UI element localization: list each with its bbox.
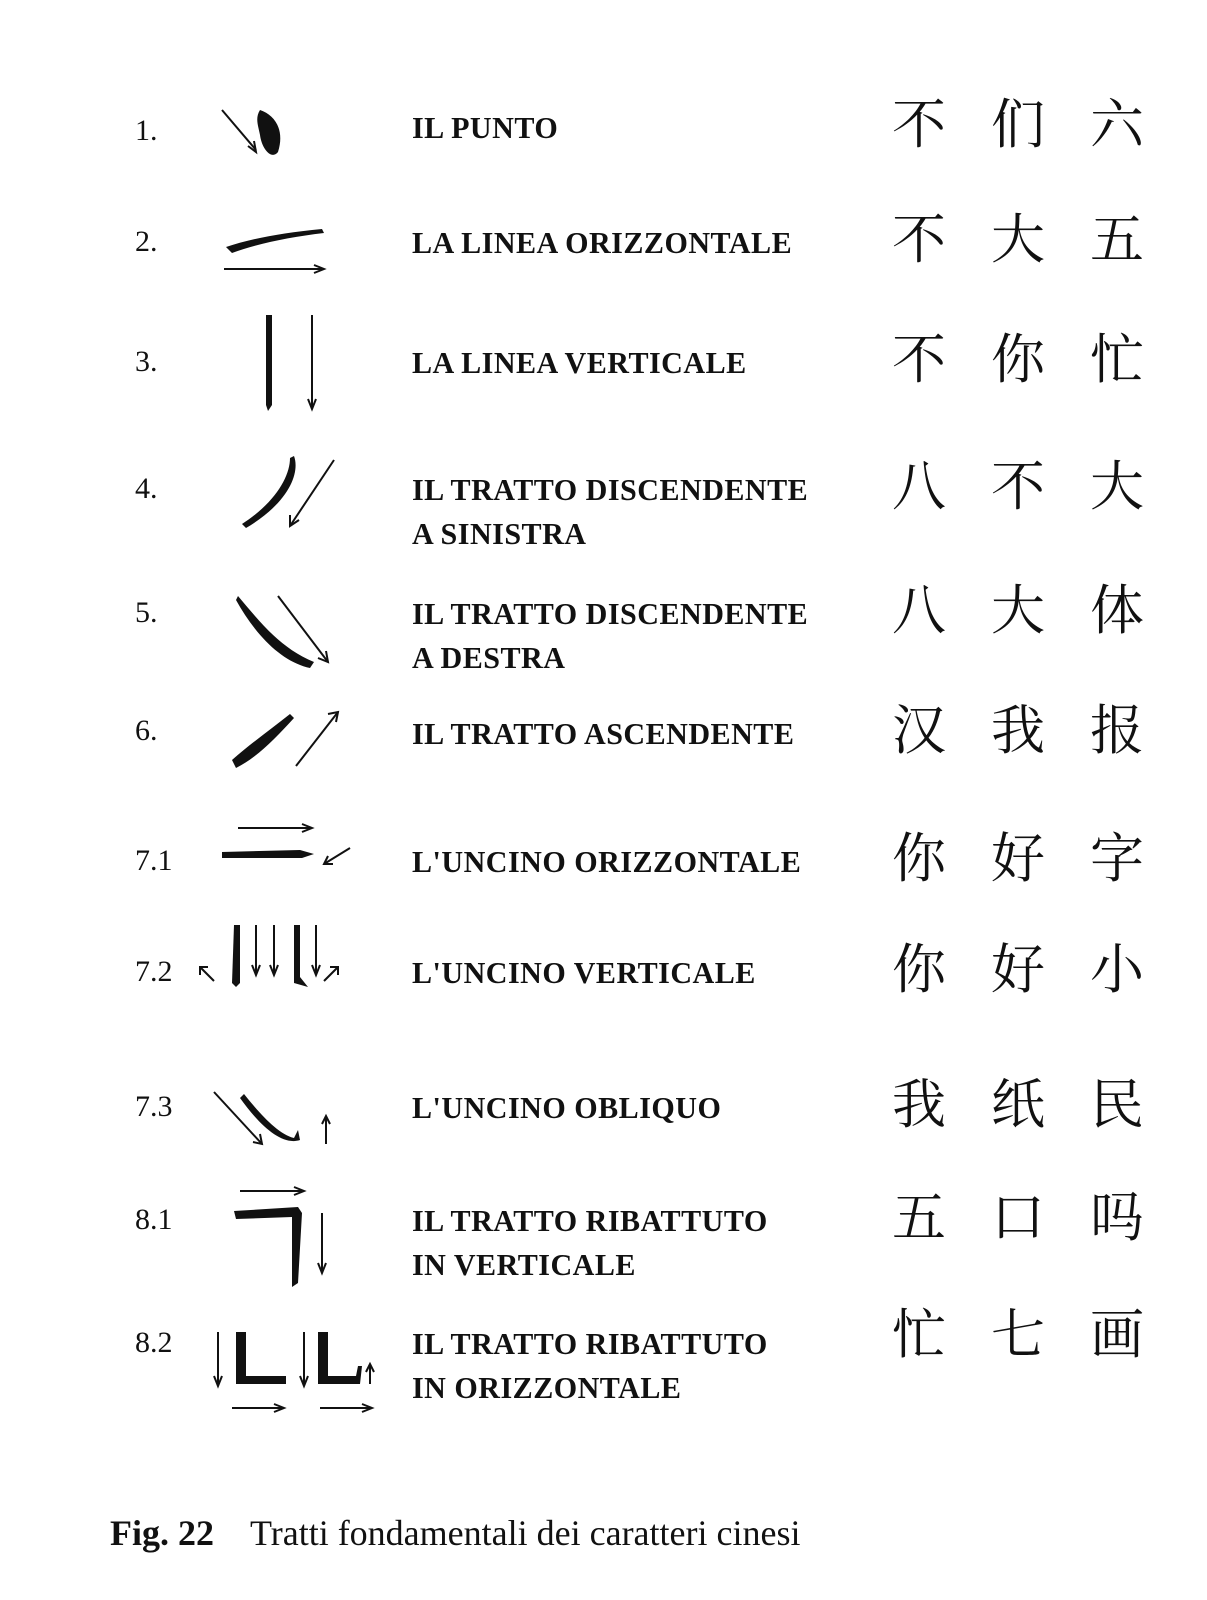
stroke-name: L'UNCINO OBLIQUO: [412, 1090, 722, 1125]
example-char: 吗: [1090, 1186, 1144, 1249]
row-number: 5.: [135, 596, 158, 629]
example-char: 忙: [1090, 328, 1144, 391]
row-number: 7.1: [135, 844, 173, 877]
row-number: 2.: [135, 225, 158, 258]
vertical-stroke-illustration: [190, 315, 390, 445]
example-char: 五: [1090, 208, 1144, 271]
example-characters: [888, 317, 1148, 394]
example-char: 不: [892, 93, 946, 156]
example-characters: [888, 197, 1148, 274]
row-number: 8.1: [135, 1203, 173, 1236]
example-char: 好: [991, 938, 1045, 1001]
example-characters: [888, 1062, 1148, 1139]
example-characters: [888, 688, 1148, 765]
example-char: 我: [892, 1073, 946, 1136]
rising-stroke-illustration: [190, 686, 390, 816]
example-char: 八: [892, 579, 946, 642]
example-char: 大: [1090, 455, 1144, 518]
vertical-hook-stroke-illustration: [190, 925, 390, 1055]
example-char: 汉: [892, 699, 946, 762]
row-number: 4.: [135, 472, 158, 505]
stroke-name: IL TRATTO ASCENDENTE: [412, 716, 795, 751]
dot-stroke-illustration: [190, 80, 390, 210]
example-characters: [888, 568, 1148, 645]
horizontal-turn-vertical-stroke-illustration: [190, 1173, 390, 1303]
example-characters: [888, 1292, 1148, 1369]
example-char: 不: [892, 328, 946, 391]
example-char: 你: [892, 827, 946, 890]
example-char: 口: [991, 1186, 1045, 1249]
row-number: 7.3: [135, 1090, 173, 1123]
example-char: 大: [991, 579, 1045, 642]
stroke-name: L'UNCINO ORIZZONTALE: [412, 844, 802, 879]
stroke-name: IL TRATTO RIBATTUTO IN VERTICALE: [412, 1203, 768, 1282]
example-char: 好: [991, 827, 1045, 890]
example-characters: [888, 816, 1148, 893]
stroke-name: IL TRATTO DISCENDENTE A SINISTRA: [412, 472, 809, 551]
stroke-name: LA LINEA ORIZZONTALE: [412, 225, 793, 260]
example-char: 七: [991, 1303, 1045, 1366]
stroke-name: L'UNCINO VERTICALE: [412, 955, 756, 990]
slanted-hook-stroke-illustration: [190, 1060, 390, 1190]
figure-caption-text: Tratti fondamentali dei caratteri cinesi: [250, 1513, 801, 1553]
horizontal-stroke-illustration: [190, 195, 390, 325]
example-char: 民: [1090, 1073, 1144, 1136]
example-char: 六: [1090, 93, 1144, 156]
row-number: 6.: [135, 714, 158, 747]
example-char: 画: [1090, 1303, 1144, 1366]
example-char: 大: [991, 208, 1045, 271]
right-falling-stroke-illustration: [190, 566, 390, 696]
example-characters: [888, 1175, 1148, 1252]
example-char: 小: [1090, 938, 1144, 1001]
example-char: 不: [991, 455, 1045, 518]
left-falling-stroke-illustration: [190, 442, 390, 572]
example-char: 你: [892, 938, 946, 1001]
figure-label: Fig. 22: [110, 1513, 214, 1553]
example-char: 五: [892, 1186, 946, 1249]
example-characters: [888, 927, 1148, 1004]
row-number: 7.2: [135, 955, 173, 988]
vertical-turn-horizontal-stroke-illustration: [190, 1296, 390, 1426]
row-number: 3.: [135, 345, 158, 378]
stroke-name: IL TRATTO RIBATTUTO IN ORIZZONTALE: [412, 1326, 768, 1405]
example-char: 我: [991, 699, 1045, 762]
example-char: 们: [991, 93, 1045, 156]
example-char: 你: [991, 328, 1045, 391]
example-char: 报: [1090, 699, 1144, 762]
example-char: 八: [892, 455, 946, 518]
example-char: 纸: [991, 1073, 1045, 1136]
stroke-name: IL PUNTO: [412, 110, 559, 145]
example-characters: [888, 82, 1148, 159]
figure-caption: [110, 1512, 800, 1554]
row-number: 1.: [135, 114, 158, 147]
example-characters: [888, 444, 1148, 521]
example-char: 忙: [892, 1303, 946, 1366]
row-number: 8.2: [135, 1326, 173, 1359]
stroke-name: IL TRATTO DISCENDENTE A DESTRA: [412, 596, 809, 675]
example-char: 体: [1090, 579, 1144, 642]
example-char: 不: [892, 208, 946, 271]
stroke-name: LA LINEA VERTICALE: [412, 345, 747, 380]
example-char: 字: [1090, 827, 1144, 890]
